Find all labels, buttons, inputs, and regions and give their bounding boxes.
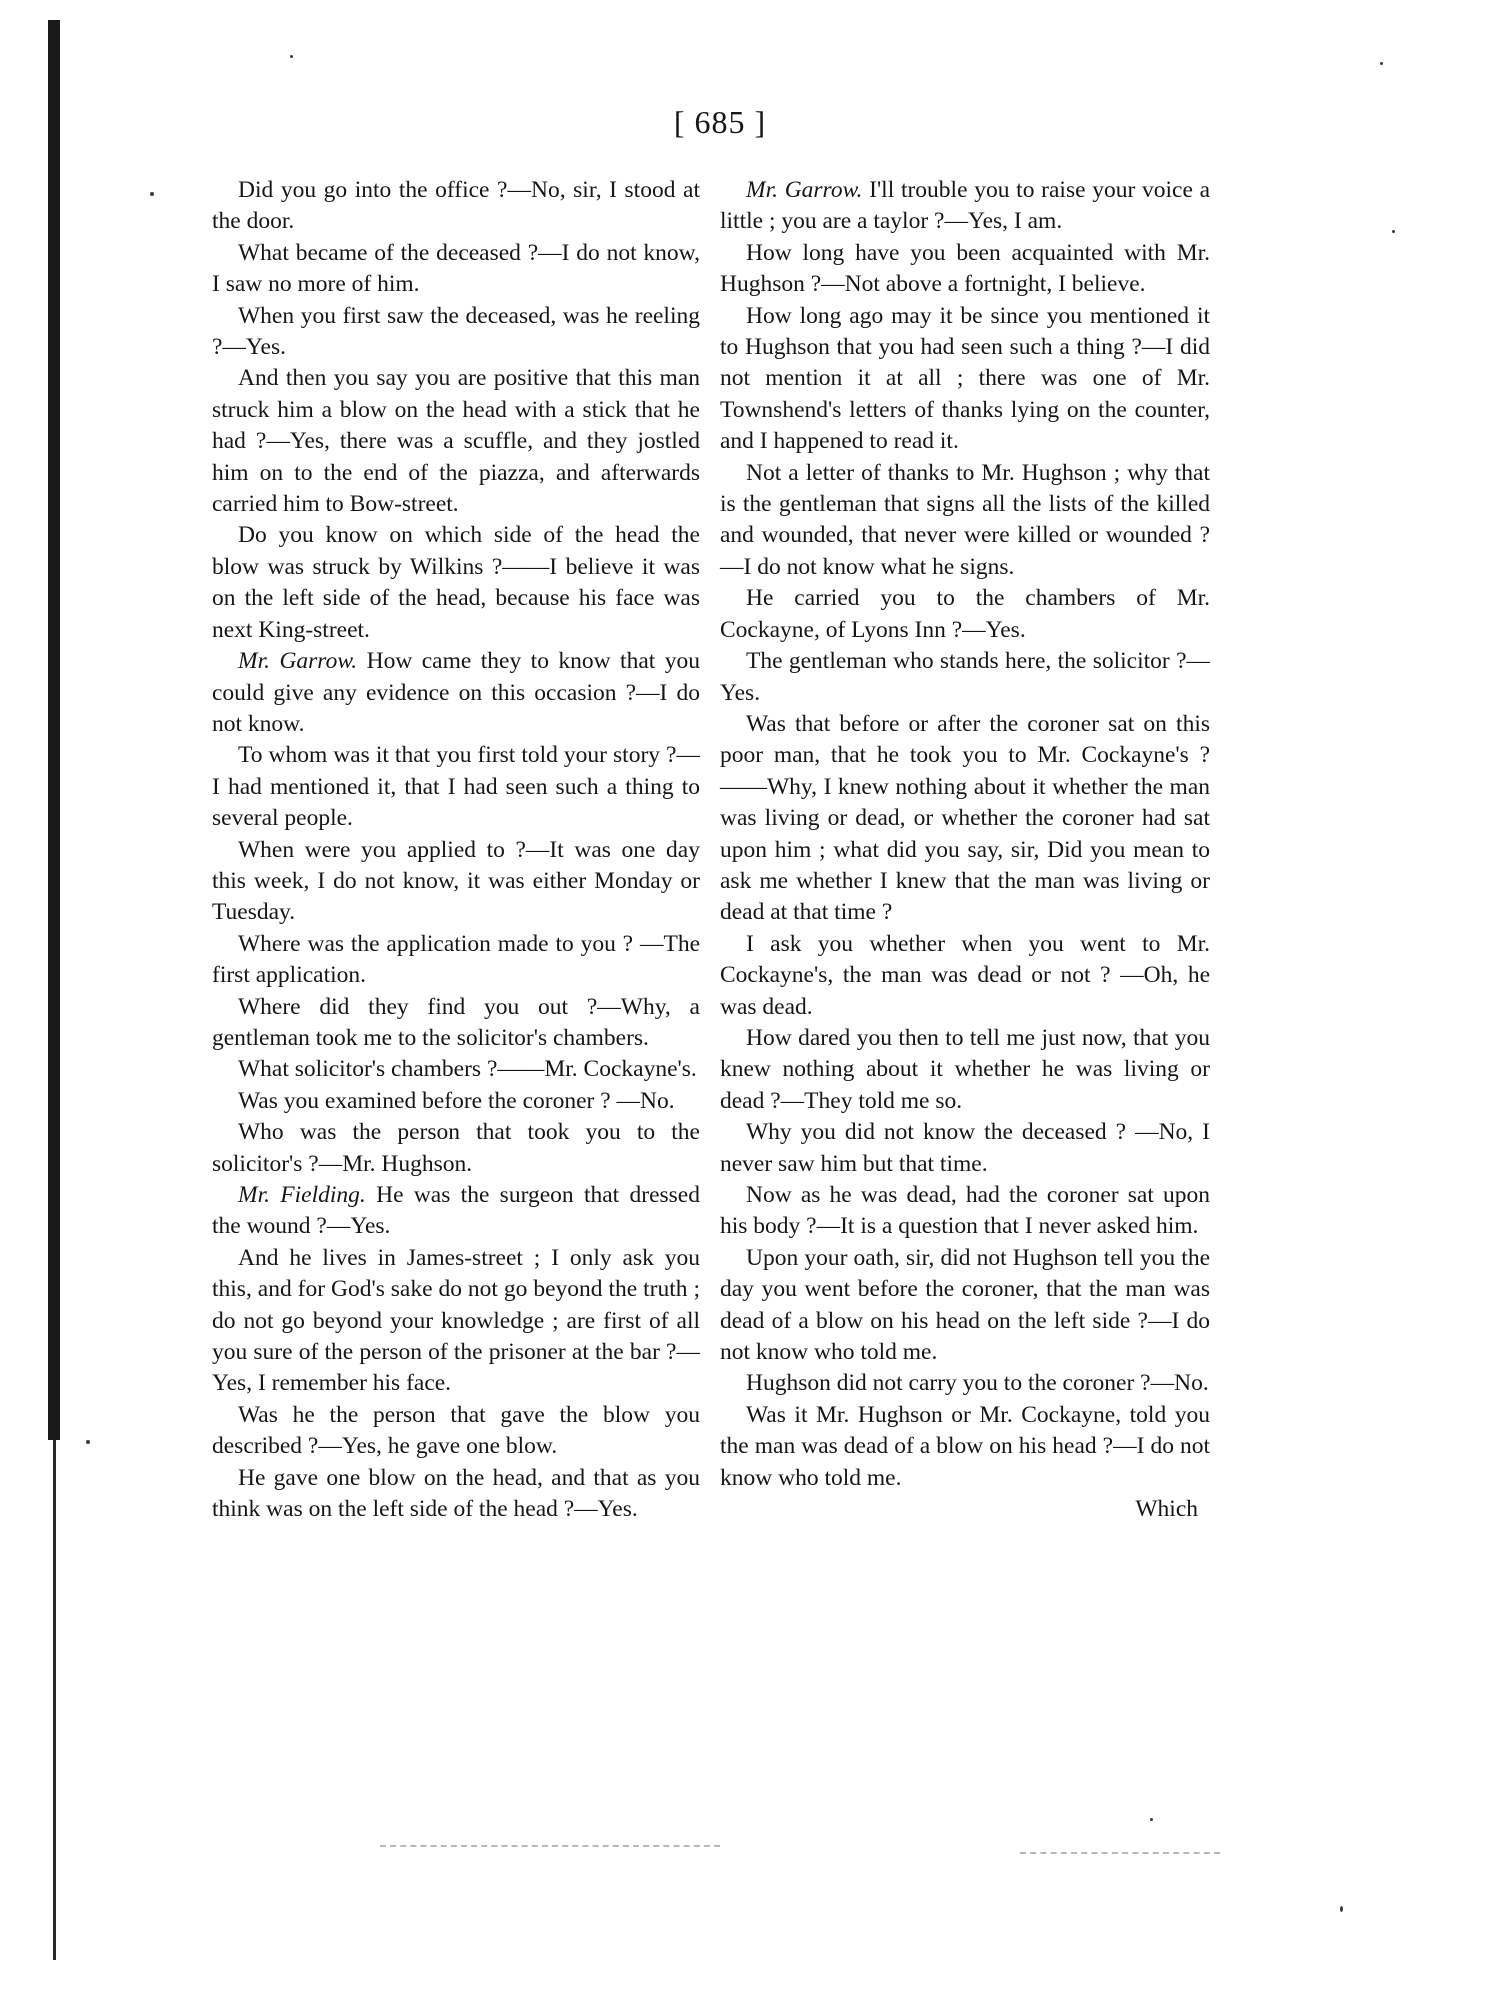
paragraph <box>720 1400 1210 1494</box>
paragraph-text: Hughson did not carry you to the coroner ?—No. <box>746 1370 1209 1397</box>
scan-speck <box>290 55 293 58</box>
paragraph <box>212 1054 700 1085</box>
paragraph <box>212 929 700 992</box>
speaker-name: Mr. Garrow. <box>746 177 863 203</box>
paragraph-text: The gentleman who stands here, the solicitor ?—Yes. <box>720 648 1210 706</box>
scan-speck <box>150 192 154 196</box>
scan-speck <box>1150 1818 1153 1821</box>
binding-edge-rule-tail <box>53 1440 56 1960</box>
scan-dash-line <box>1020 1852 1220 1854</box>
paragraph-text: Upon your oath, sir, did not Hughson tell you the day you went before the coroner, that the man was dead of a blow on his head on the left side ?—I do not know who told me. <box>720 1244 1210 1366</box>
paragraph-text: Now as he was dead, had the coroner sat upon his body ?—It is a question that I never asked him. <box>720 1182 1210 1240</box>
speaker-name: Mr. Garrow. <box>238 648 358 675</box>
paragraph <box>212 301 700 364</box>
paragraph-text: He carried you to the chambers of Mr. Cockayne, of Lyons Inn ?—Yes. <box>720 585 1210 643</box>
paragraph <box>720 1243 1210 1369</box>
paragraph <box>720 301 1210 458</box>
paragraph-text: Was it Mr. Hughson or Mr. Cockayne, told you the man was dead of a blow on his head ?—I do not know who told me. <box>720 1401 1210 1491</box>
paragraph-text: When you first saw the deceased, was he reeling ?—Yes. <box>212 302 700 361</box>
paragraph-text: He was the surgeon that dressed the wound ?—Yes. <box>212 1182 700 1240</box>
paragraph <box>720 175 1210 238</box>
paragraph-text: What became of the deceased ?—I do not know, I saw no more of him. <box>212 239 700 298</box>
paragraph-text: How dared you then to tell me just now, that you knew nothing about it whether he was living or dead ?—They told me so. <box>720 1024 1210 1114</box>
scan-dash-line <box>380 1845 720 1847</box>
paragraph-text: Did you go into the office ?—No, sir, I stood at the door. <box>212 177 700 235</box>
paragraph <box>212 646 700 740</box>
paragraph <box>720 583 1210 646</box>
paragraph-text: Where did they find you out ?—Why, a gentleman took me to the solicitor's chambers. <box>212 993 700 1051</box>
paragraph <box>212 1086 700 1117</box>
paragraph-text: Was you examined before the coroner ? —No. <box>238 1087 675 1114</box>
speaker-name: Mr. Fielding. <box>238 1182 366 1208</box>
paragraph <box>212 992 700 1055</box>
paragraph-text: When were you applied to ?—It was one day this week, I do not know, it was either Monday or Tuesday. <box>212 836 700 926</box>
page-number: [ 685 ] <box>673 104 767 140</box>
binding-edge-rule <box>48 20 60 1440</box>
paragraph <box>720 1368 1210 1399</box>
left-column <box>212 175 700 1525</box>
paragraph <box>212 520 700 646</box>
paragraph <box>212 363 700 520</box>
scan-speck <box>1340 1906 1343 1912</box>
paragraph-text: He gave one blow on the head, and that as you think was on the left side of the head ?—Yes. <box>212 1464 700 1523</box>
paragraph <box>212 1400 700 1463</box>
paragraph <box>212 1180 700 1243</box>
paragraph <box>720 646 1210 709</box>
paragraph <box>212 1463 700 1526</box>
paragraph-text: Why you did not know the deceased ? —No, I never saw him but that time. <box>720 1119 1210 1177</box>
paragraph-text: How long ago may it be since you mentioned it to Hughson that you had seen such a thing ?—I did not mention it at all ; there was one of Mr. Townshend's letters of thanks lying on the counter, and I happened to read it. <box>720 302 1210 455</box>
catchword: Which <box>1135 1496 1198 1523</box>
paragraph <box>212 1243 700 1400</box>
paragraph-text: How long have you been acquainted with Mr. Hughson ?—Not above a fortnight, I believe. <box>720 239 1210 298</box>
paragraph <box>720 238 1210 301</box>
paragraph-text: And then you say you are positive that this man struck him a blow on the head with a stick that he had ?—Yes, there was a scuffle, and they jostled him on to the end of the piazza, and afterwards carried him to Bow-street. <box>212 365 700 518</box>
paragraph-text: Who was the person that took you to the solicitor's ?—Mr. Hughson. <box>212 1119 700 1177</box>
scan-speck <box>1380 62 1383 65</box>
paragraph-text: Where was the application made to you ? —The first application. <box>212 930 700 989</box>
paragraph-text: How came they to know that you could give any evidence on this occasion ?—I do not know. <box>212 648 700 737</box>
paragraph-text: What solicitor's chambers ?——Mr. Cockayne's. <box>238 1056 697 1083</box>
paragraph-text: Not a letter of thanks to Mr. Hughson ; why that is the gentleman that signs all the lists of the killed and wounded, that never were killed or wounded ?—I do not know what he signs. <box>720 459 1210 580</box>
paragraph <box>720 458 1210 584</box>
paragraph <box>720 709 1210 929</box>
paragraph-text: Was he the person that gave the blow you described ?—Yes, he gave one blow. <box>212 1401 700 1460</box>
paragraph-text: Do you know on which side of the head the blow was struck by Wilkins ?——I believe it was on the left side of the head, because his face was next King-street. <box>212 522 700 643</box>
paragraph <box>720 929 1210 1023</box>
scan-speck <box>86 1440 90 1444</box>
paragraph <box>212 238 700 301</box>
paragraph-text: Was that before or after the coroner sat on this poor man, that he took you to Mr. Cockayne's ?——Why, I knew nothing about it whether the man was living or dead, or whether the coroner had sat upon him ; what did you say, sir, Did you mean to ask me whether I knew that the man was living or dead at that time ? <box>720 710 1210 926</box>
paragraph <box>212 1117 700 1180</box>
paragraph <box>212 835 700 929</box>
paragraph <box>212 740 700 834</box>
scan-speck <box>1392 230 1395 233</box>
paragraph <box>720 1117 1210 1180</box>
paragraph-text: I ask you whether when you went to Mr. Cockayne's, the man was dead or not ? —Oh, he was dead. <box>720 930 1210 1020</box>
paragraph <box>720 1180 1210 1243</box>
paragraph-text: And he lives in James-street ; I only ask you this, and for God's sake do not go beyond the truth ; do not go beyond your knowledge ; are first of all you sure of the person of the prisoner at the bar ?—Yes, I remember his face. <box>212 1244 700 1397</box>
right-column <box>720 175 1210 1525</box>
paragraph <box>212 175 700 238</box>
paragraph-text: I'll trouble you to raise your voice a little ; you are a taylor ?—Yes, I am. <box>720 177 1211 235</box>
paragraph-text: To whom was it that you first told your story ?—I had mentioned it, that I had seen such a thing to several people. <box>212 742 700 832</box>
paragraph <box>720 1023 1210 1117</box>
